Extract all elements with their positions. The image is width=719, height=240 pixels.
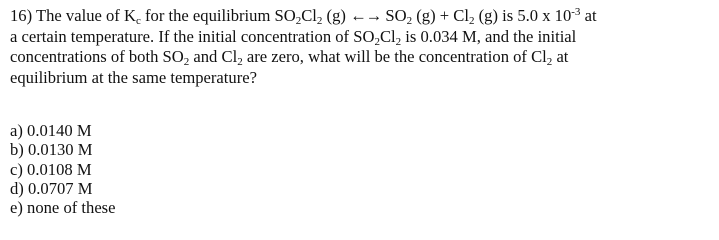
subscript: 2 <box>546 56 553 68</box>
subscript: 2 <box>295 15 302 27</box>
exponent: -3 <box>571 6 581 18</box>
question-number: 16) <box>10 6 33 25</box>
choice-c[interactable]: c) 0.0108 M <box>10 159 92 179</box>
question-line-3 <box>10 47 710 68</box>
question-line-1 <box>10 6 710 27</box>
text-fragment: (g) is 5.0 x 10 <box>474 6 572 25</box>
subscript: 2 <box>468 15 475 27</box>
choice-a[interactable]: a) 0.0140 M <box>10 121 92 140</box>
text-fragment: is 0.034 M, and the initial <box>401 26 577 46</box>
text-fragment: Cl <box>301 6 317 25</box>
text-fragment: concentrations of both SO <box>10 47 184 66</box>
text-fragment: Cl <box>379 26 396 46</box>
text-fragment: and Cl <box>189 47 238 66</box>
question-text <box>10 6 710 88</box>
subscript: 2 <box>395 35 402 48</box>
text-fragment: The value of K <box>35 6 136 25</box>
equilibrium-arrow-icon: ←→ <box>350 6 382 25</box>
choice-b[interactable]: b) 0.0130 M <box>10 140 93 160</box>
text-fragment: (g) <box>322 6 351 25</box>
k-subscript: c <box>135 15 141 27</box>
subscript: 2 <box>183 56 190 68</box>
text-fragment: are zero, what will be the concentration of Cl <box>242 47 547 66</box>
question-line-2 <box>10 27 710 48</box>
choice-d[interactable]: d) 0.0707 M <box>10 178 93 198</box>
text-fragment: at <box>552 47 569 66</box>
question-line-4: equilibrium at the same temperature? <box>10 67 257 87</box>
text-fragment: a certain temperature. If the initial concentration of SO <box>10 26 375 46</box>
text-fragment: SO <box>381 6 407 25</box>
subscript: 2 <box>237 56 243 68</box>
answer-choices <box>10 121 116 217</box>
choice-e[interactable]: e) none of these <box>10 198 116 218</box>
text-fragment: for the equilibrium SO <box>140 6 296 25</box>
subscript: 2 <box>406 15 413 27</box>
subscript: 2 <box>374 35 380 48</box>
text-fragment: at <box>580 6 597 25</box>
text-fragment: (g) + Cl <box>412 6 469 25</box>
subscript: 2 <box>316 15 323 27</box>
